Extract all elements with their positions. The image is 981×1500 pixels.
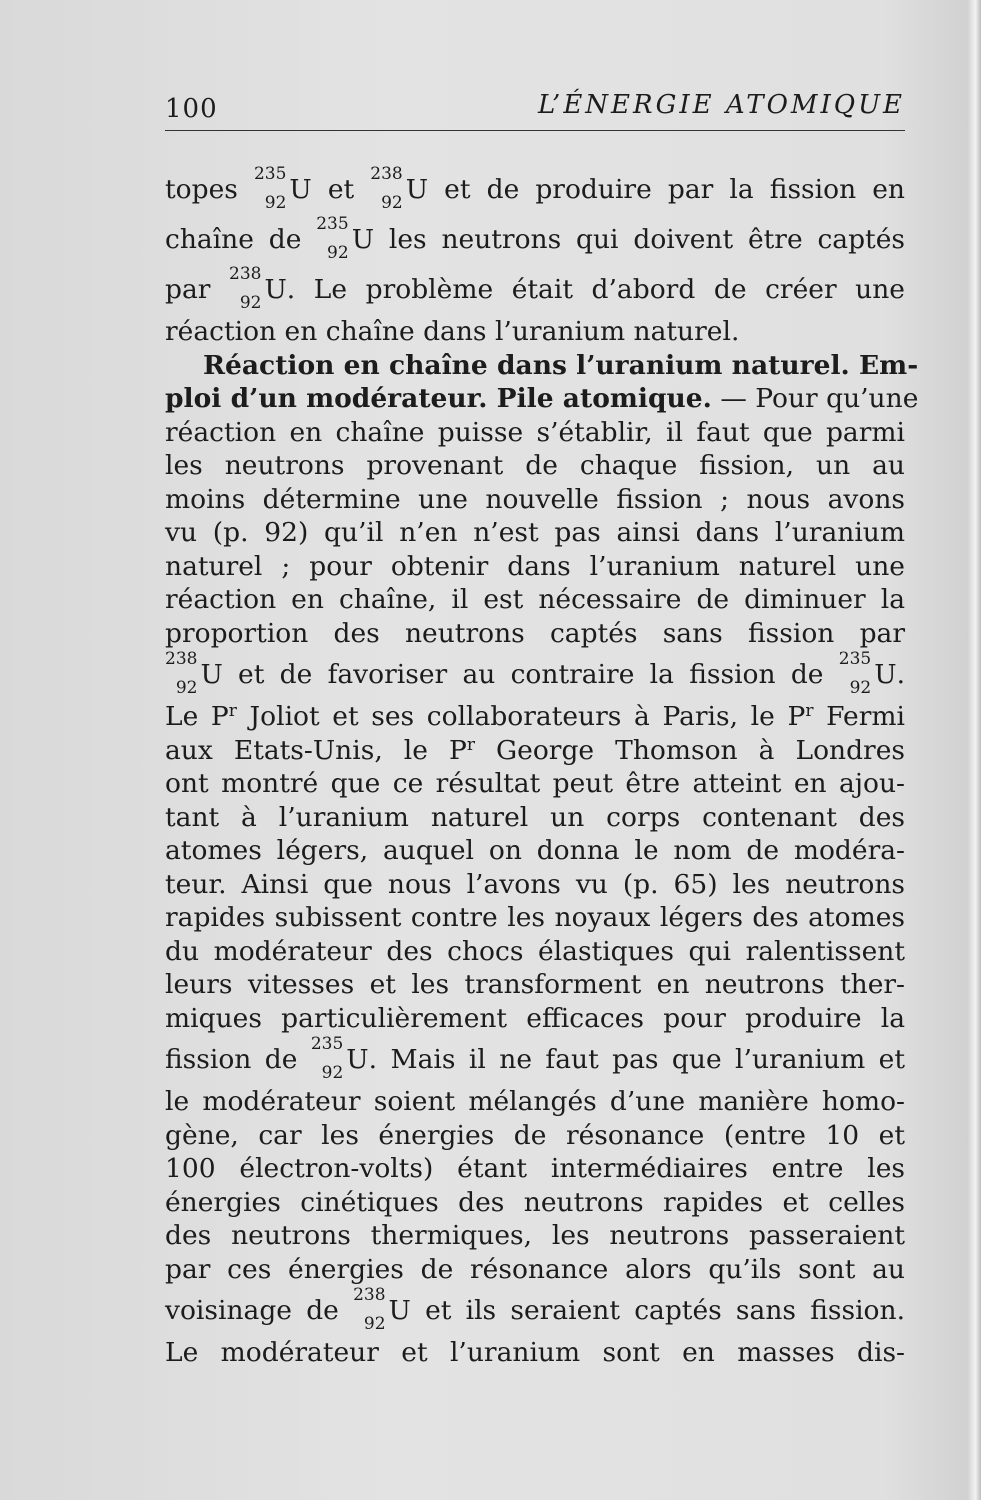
text-line: 238 92 U et de favoriser au contraire la fission de 235 92 U. <box>165 649 905 698</box>
text-line: réaction en chaîne dans l’uranium naturel. <box>165 316 740 347</box>
page-edge <box>967 0 981 1500</box>
page-number: 100 <box>165 94 218 124</box>
nuclide-u238: 238 92 U <box>165 649 223 698</box>
text-line: aux Etats-Unis, le $P^r$ George Thomson à Londres <box>165 734 906 766</box>
text-line: vu (p. 92) qu’il n’en n’est pas ainsi dans l’uranium <box>165 517 905 548</box>
nuclide-u238: 238 92 U <box>370 164 429 213</box>
text-line: gène, car les énergies de résonance (entre 10 et <box>165 1119 905 1151</box>
text-line: par 238 92 U. Le problème était d’abord de créer une <box>165 264 905 313</box>
text-line: moins détermine une nouvelle fission ; nous avons <box>165 483 905 515</box>
text-line: fission de 235 92 U. Mais il ne faut pas que l’uranium et <box>165 1034 905 1083</box>
text-line: rapides subissent contre les noyaux légers des atomes <box>165 902 905 933</box>
nuclide-u235: 235 92 U <box>838 649 897 698</box>
text-line: Le modérateur et l’uranium sont en masses dis- <box>165 1337 905 1368</box>
nuclide-u235: 235 92 U <box>310 1034 369 1083</box>
text-line: topes 235 92 U et 238 92 U et de produire par la fission en <box>165 164 905 213</box>
section-heading-cont: ploi d’un modérateur. Pile atomique. — Pour qu’une <box>165 383 919 414</box>
text-line: du modérateur des chocs élastiques qui ralentissent <box>165 935 905 967</box>
text-line: des neutrons thermiques, les neutrons passeraient <box>165 1220 905 1251</box>
text-line: Le $P^r$ Joliot et ses collaborateurs à Paris, le $P^r$ Fermi <box>165 701 905 732</box>
text-line: teur. Ainsi que nous l’avons vu (p. 65) les neutrons <box>165 868 905 900</box>
text-line: chaîne de 235 92 U les neutrons qui doivent être captés <box>165 214 905 263</box>
text-line: atomes légers, auquel on donna le nom de modéra- <box>165 835 905 866</box>
text-line: réaction en chaîne, il est nécessaire de diminuer la <box>165 584 905 615</box>
body-text <box>165 164 919 1370</box>
text-line: les neutrons provenant de chaque fission, un au <box>165 450 905 481</box>
running-head: L’ÉNERGIE ATOMIQUE <box>538 90 905 120</box>
text-line: 100 électron-volts) étant intermédiaires entre les <box>165 1153 905 1184</box>
text-line: leurs vitesses et les transforment en neutrons ther- <box>165 969 905 1000</box>
nuclide-u238: 238 92 U <box>229 264 287 313</box>
page-header <box>165 90 905 131</box>
nuclide-u238: 238 92 U <box>353 1285 411 1334</box>
text-line: ont montré que ce résultat peut être atteint en ajou- <box>165 768 905 799</box>
section-heading: Réaction en chaîne dans l’uranium naturel. Em- <box>203 349 919 381</box>
text-line: proportion des neutrons captés sans fission par <box>165 617 905 649</box>
text-line: voisinage de 238 92 U et ils seraient captés sans fission. <box>165 1285 905 1334</box>
text-line: naturel ; pour obtenir dans l’uranium naturel une <box>165 550 905 582</box>
text-line: le modérateur soient mélangés d’une manière homo- <box>165 1086 905 1117</box>
nuclide-u235: 235 92 U <box>253 164 312 213</box>
text-line: miques particulièrement efficaces pour produire la <box>165 1002 905 1034</box>
text-line: énergies cinétiques des neutrons rapides et celles <box>165 1186 905 1218</box>
nuclide-u235: 235 92 U <box>316 214 375 263</box>
text-line: réaction en chaîne puisse s’établir, il faut que parmi <box>165 416 905 448</box>
text-line: tant à l’uranium naturel un corps contenant des <box>165 801 905 833</box>
text-line: par ces énergies de résonance alors qu’ils sont au <box>165 1253 905 1285</box>
